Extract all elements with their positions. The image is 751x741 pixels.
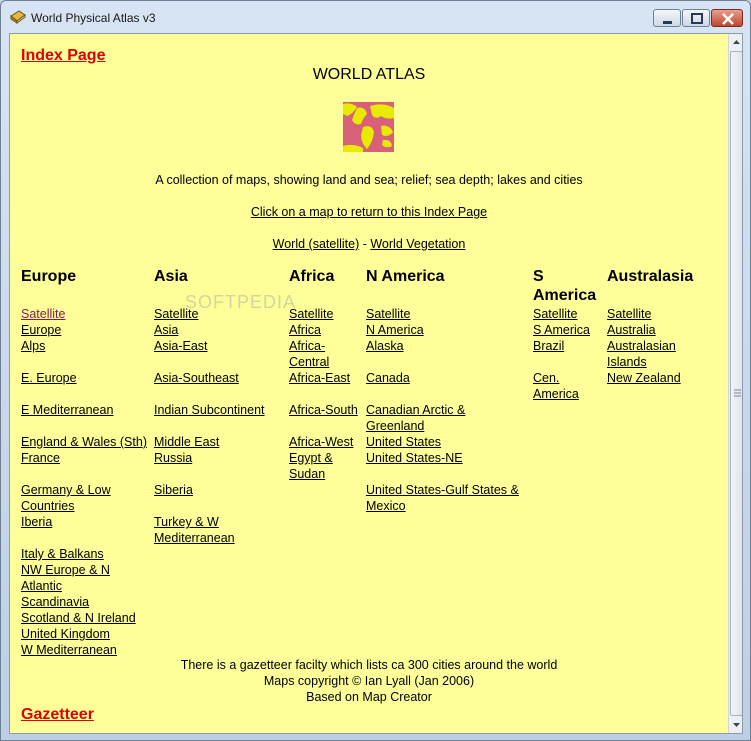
region-link[interactable]: Middle East [154, 435, 220, 449]
world-satellite-link[interactable]: World (satellite) [272, 237, 360, 251]
maximize-icon [683, 10, 711, 28]
region-africa [289, 267, 364, 481]
region-link[interactable]: Africa-Central [289, 339, 330, 369]
world-vegetation-link[interactable]: World Vegetation [370, 237, 466, 251]
minimize-icon [654, 10, 682, 28]
gazetteer-note: There is a gazetteer facilty which lists ca 300 cities around the world [180, 658, 558, 672]
region-link[interactable]: Satellite [21, 307, 66, 321]
region-link[interactable]: Europe [21, 323, 62, 337]
region-link[interactable]: Satellite [533, 307, 578, 321]
region-heading: N America [366, 268, 445, 285]
region-link[interactable]: S America [533, 323, 590, 337]
region-australasia [607, 267, 717, 385]
region-link[interactable]: NW Europe & N Atlantic [21, 563, 110, 593]
page-title: WORLD ATLAS [312, 66, 426, 83]
region-link[interactable]: New Zealand [607, 371, 681, 385]
region-link[interactable]: Brazil [533, 339, 565, 353]
return-to-index-link[interactable]: Click on a map to return to this Index Page [250, 205, 488, 219]
region-link[interactable]: Russia [154, 451, 193, 465]
region-link[interactable]: E Mediterranean [21, 403, 114, 417]
vertical-scrollbar[interactable] [728, 34, 743, 733]
region-link[interactable]: Egypt & Sudan [289, 451, 333, 481]
region-link[interactable]: Scotland & N Ireland [21, 611, 136, 625]
region-link[interactable]: Alps [21, 339, 46, 353]
region-link[interactable]: W Mediterranean [21, 643, 117, 657]
region-heading: Africa [289, 268, 335, 285]
copyright-note: Maps copyright © Ian Lyall (Jan 2006) [263, 674, 475, 688]
region-link[interactable]: Indian Subcontinent [154, 403, 265, 417]
page-content [10, 34, 728, 733]
region-link[interactable]: Satellite [607, 307, 652, 321]
region-link[interactable]: United States-NE [366, 451, 463, 465]
globe-icon[interactable] [343, 102, 394, 152]
book-icon [9, 10, 27, 24]
world-maps-line [10, 237, 728, 251]
minimize-button[interactable] [653, 9, 681, 27]
region-link[interactable]: Asia-Southeast [154, 371, 239, 385]
credit-note: Based on Map Creator [306, 690, 432, 704]
region-link[interactable]: United States-Gulf States & Mexico [366, 483, 519, 513]
region-s-america [533, 267, 603, 401]
region-link[interactable]: Africa-South [289, 403, 358, 417]
watermark: SOFTPEDIA [185, 292, 297, 312]
region-europe [21, 267, 156, 657]
region-link[interactable]: Turkey & W Mediterranean [154, 515, 235, 545]
region-link[interactable]: Africa [289, 323, 321, 337]
region-link[interactable]: Satellite [366, 307, 411, 321]
region-link[interactable]: Australasian Islands [607, 339, 676, 369]
scrollbar-thumb[interactable] [730, 51, 743, 716]
region-heading: Asia [154, 268, 188, 285]
region-link[interactable]: Africa-East [289, 371, 351, 385]
region-link[interactable]: Satellite [154, 307, 199, 321]
region-link[interactable]: Germany & Low Countries [21, 483, 111, 513]
region-heading: S America [533, 268, 597, 304]
region-link[interactable]: Alaska [366, 339, 404, 353]
scroll-down-icon[interactable] [729, 717, 743, 733]
region-heading: Australasia [607, 268, 694, 285]
title-bar[interactable] [1, 1, 750, 35]
region-link[interactable]: Canada [366, 371, 410, 385]
region-link[interactable]: Asia-East [154, 339, 208, 353]
close-button[interactable] [711, 9, 743, 27]
region-link[interactable]: Canadian Arctic & Greenland [366, 403, 466, 433]
region-link[interactable]: United States [366, 435, 442, 449]
region-link[interactable]: Cen. America [533, 371, 579, 401]
region-link[interactable]: Satellite [289, 307, 334, 321]
region-link[interactable]: Asia [154, 323, 179, 337]
region-link[interactable]: Scandinavia [21, 595, 90, 609]
region-link[interactable]: Italy & Balkans [21, 547, 104, 561]
region-link[interactable]: England & Wales (Sth) [21, 435, 147, 449]
index-page-link[interactable]: Index Page [21, 47, 106, 64]
gazetteer-link[interactable]: Gazetteer [21, 706, 94, 723]
separator: - [359, 237, 371, 251]
scroll-up-icon[interactable] [729, 34, 743, 50]
region-link[interactable]: Africa-West [289, 435, 354, 449]
region-n-america [366, 267, 531, 513]
browser-pane [9, 33, 743, 734]
window-title: World Physical Atlas v3 [31, 11, 156, 25]
region-heading: Europe [21, 268, 77, 285]
region-link[interactable]: Iberia [21, 515, 53, 529]
grip-icon [734, 389, 741, 397]
click-note [10, 205, 728, 219]
region-link[interactable]: Siberia [154, 483, 193, 497]
maximize-button[interactable] [682, 9, 710, 27]
tagline: A collection of maps, showing land and sea; relief; sea depth; lakes and cities [155, 173, 583, 187]
region-link[interactable]: N America [366, 323, 424, 337]
region-link[interactable]: United Kingdom [21, 627, 110, 641]
close-icon [712, 10, 744, 28]
region-link[interactable]: E. Europe [21, 371, 77, 385]
region-link[interactable]: France [21, 451, 60, 465]
region-link[interactable]: Australia [607, 323, 656, 337]
